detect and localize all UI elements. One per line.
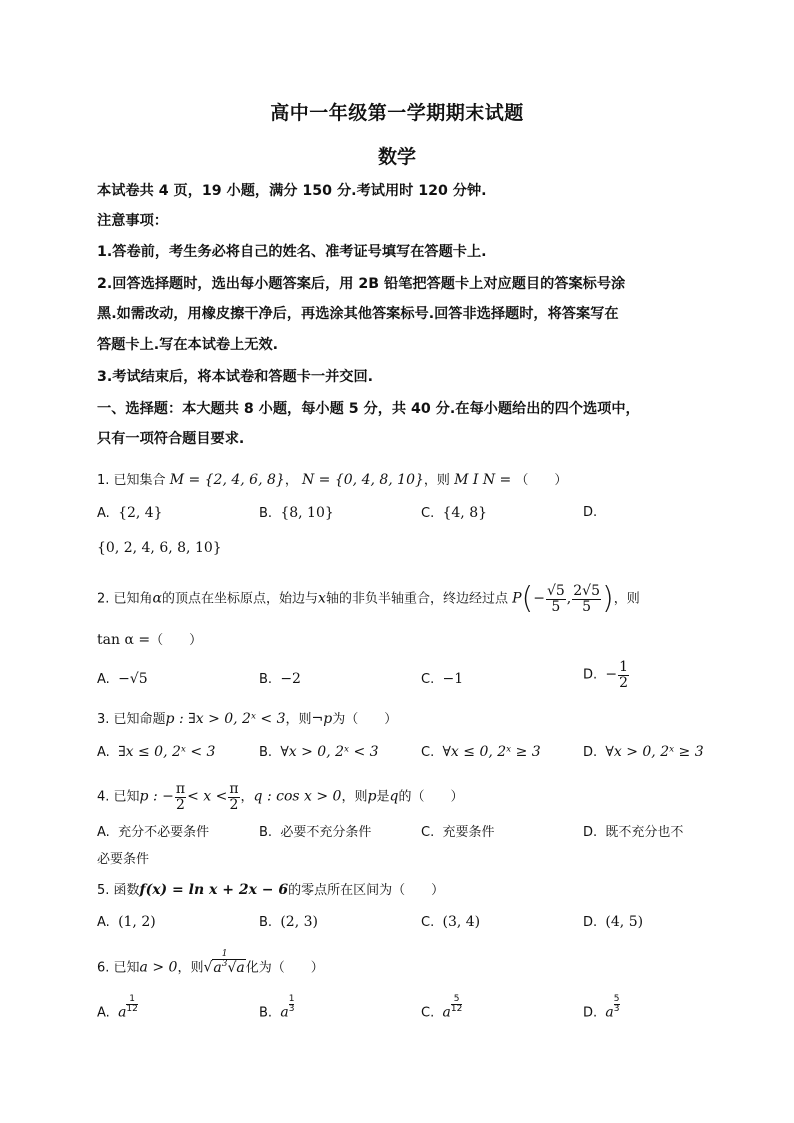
- q2-option-d[interactable]: D. − $\frac{1}{2}$: [583, 659, 629, 691]
- exam-subject: 数学: [377, 146, 416, 168]
- q2-option-a[interactable]: A. −√5: [97, 671, 148, 687]
- q5-option-c[interactable]: C. (3, 4): [421, 914, 481, 930]
- coord-x-fraction: $\frac{√5}{5}$: [546, 583, 565, 615]
- q2-option-d-fraction: $\frac{1}{2}$: [619, 659, 629, 691]
- q4-option-d[interactable]: D. 既不充分也不: [583, 825, 684, 840]
- q1-option-a[interactable]: A. {2, 4}: [97, 505, 163, 521]
- q3-option-a[interactable]: A. ∃x ≤ 0, 2ˣ < 3: [97, 744, 216, 760]
- coord-y-fraction: $\frac{2√5}{5}$: [573, 583, 600, 615]
- q6-option-d[interactable]: D. a $\frac{5}{3}$: [583, 994, 620, 1021]
- q4-option-b[interactable]: B. 必要不充分条件: [259, 825, 372, 840]
- q1-option-b[interactable]: B. {8, 10}: [259, 505, 334, 521]
- question-5: 5. 函数f(x) = ln x + 2x − 6的零点所在区间为（ ）: [97, 882, 445, 898]
- notice-heading: 注意事项：: [97, 213, 168, 229]
- q4-option-a[interactable]: A. 充分不必要条件: [97, 825, 210, 840]
- q1-option-d-value: {0, 2, 4, 6, 8, 10}: [97, 540, 222, 556]
- q1-option-c[interactable]: C. {4, 8}: [421, 505, 488, 521]
- q4-neg-pi-over-2: $\frac{\pi}{2}$: [175, 781, 186, 813]
- alpha-symbol: α: [152, 590, 163, 607]
- q3-option-c[interactable]: C. ∀x ≤ 0, 2ˣ ≥ 3: [421, 744, 541, 760]
- exam-summary: 本试卷共 4 页，19 小题，满分 150 分.考试用时 120 分钟.: [97, 183, 487, 199]
- question-4: 4. 已知p : − $\frac{\pi}{2}$ < x < $\frac{\pi}{2}$ ，q : cos x > 0，则p是q的（ ）: [97, 781, 464, 813]
- q4-option-c[interactable]: C. 充要条件: [421, 825, 495, 840]
- q3-option-b[interactable]: B. ∀x > 0, 2ˣ < 3: [259, 744, 379, 760]
- point-p: P: [512, 590, 522, 607]
- q6-option-a[interactable]: A. a $\frac{1}{12}$: [97, 994, 138, 1021]
- q6-radical: a $\frac{1}{3}$ √a: [213, 949, 245, 976]
- q1-tail: （ ）: [515, 473, 568, 488]
- q3-option-d[interactable]: D. ∀x > 0, 2ˣ ≥ 3: [583, 744, 704, 760]
- q5-option-b[interactable]: B. (2, 3): [259, 914, 318, 930]
- q1-set-m: M = {2, 4, 6, 8}: [169, 472, 285, 488]
- exam-title: 高中一年级第一学期期末试题: [270, 102, 524, 124]
- question-1: 1. 已知集合 M = {2, 4, 6, 8}， N = {0, 4, 8, 10}，则 M Ι N = （ ）: [97, 472, 568, 488]
- q2-option-b[interactable]: B. −2: [259, 671, 301, 687]
- q5-option-d[interactable]: D. (4, 5): [583, 914, 644, 930]
- q1-expr: M Ι N =: [454, 472, 512, 488]
- section-heading-line-1: 一、选择题：本大题共 8 小题，每小题 5 分，共 40 分.在每小题给出的四个选项中，: [97, 401, 640, 417]
- q2-option-c[interactable]: C. −1: [421, 671, 464, 687]
- q1-set-n: N = {0, 4, 8, 10}: [301, 472, 424, 488]
- note-1: 1.答卷前，考生务必将自己的姓名、准考证号填写在答题卡上.: [97, 244, 487, 260]
- question-2: 2. 已知角α的顶点在坐标原点，始边与x轴的非负半轴重合，终边经过点 P(− $\frac{√5}{5}$ , $\frac{2√5}{5}$ )，则: [97, 581, 640, 617]
- q4-option-d-continued: 必要条件: [97, 852, 150, 867]
- q4-pi-over-2: $\frac{\pi}{2}$: [229, 781, 239, 813]
- q6-option-b[interactable]: B. a $\frac{1}{3}$: [259, 994, 295, 1021]
- q6-option-c[interactable]: C. a $\frac{5}{12}$: [421, 994, 463, 1021]
- note-2-line-3: 答题卡上.写在本试卷上无效.: [97, 337, 279, 353]
- q5-option-a[interactable]: A. (1, 2): [97, 914, 156, 930]
- q1-option-d[interactable]: D.: [583, 505, 598, 520]
- section-heading-line-2: 只有一项符合题目要求.: [97, 431, 245, 447]
- note-2-line-1: 2.回答选择题时，选出每小题答案后，用 2B 铅笔把答题卡上对应题目的答案标号涂: [97, 276, 626, 292]
- note-2-line-2: 黑.如需改动，用橡皮擦干净后，再选涂其他答案标号.回答非选择题时，将答案写在: [97, 306, 619, 322]
- question-6: 6. 已知a > 0，则√a $\frac{1}{3}$ √a化为（ ）: [97, 949, 324, 976]
- question-3: 3. 已知命题p : ∃x > 0, 2ˣ < 3，则¬p为（ ）: [97, 711, 398, 727]
- note-3: 3.考试结束后，将本试卷和答题卡一并交回.: [97, 369, 374, 385]
- q1-mid: ，则: [423, 473, 450, 488]
- q1-lead: 1. 已知集合: [97, 473, 166, 488]
- question-2-line-2: tan α =（ ）: [97, 632, 203, 648]
